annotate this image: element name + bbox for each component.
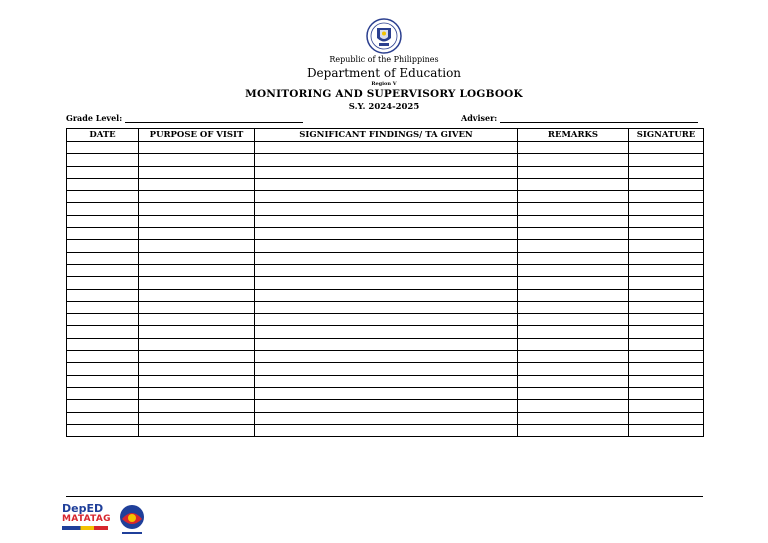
findings-cell[interactable]: [255, 252, 518, 264]
remarks-cell[interactable]: [518, 338, 629, 350]
date-cell[interactable]: [67, 351, 139, 363]
findings-cell[interactable]: [255, 314, 518, 326]
date-cell[interactable]: [67, 387, 139, 399]
republic-text: Republic of the Philippines: [329, 55, 439, 64]
date-cell[interactable]: [67, 326, 139, 338]
date-cell[interactable]: [67, 166, 139, 178]
date-cell[interactable]: [67, 400, 139, 412]
remarks-cell[interactable]: [518, 252, 629, 264]
findings-cell[interactable]: [255, 375, 518, 387]
remarks-cell[interactable]: [518, 375, 629, 387]
remarks-cell[interactable]: [518, 412, 629, 424]
date-cell[interactable]: [67, 264, 139, 276]
purpose-cell[interactable]: [139, 387, 255, 399]
table-row: [67, 387, 704, 399]
signature-cell[interactable]: [629, 387, 704, 399]
purpose-cell[interactable]: [139, 301, 255, 313]
matatag-logo-text: MATATAG: [62, 514, 111, 524]
findings-cell[interactable]: [255, 351, 518, 363]
signature-cell[interactable]: [629, 203, 704, 215]
findings-cell[interactable]: [255, 289, 518, 301]
date-cell[interactable]: [67, 314, 139, 326]
findings-cell[interactable]: [255, 228, 518, 240]
signature-cell[interactable]: [629, 363, 704, 375]
table-row: [67, 375, 704, 387]
remarks-cell[interactable]: [518, 301, 629, 313]
col-header-signature: SIGNATURE: [629, 129, 704, 142]
signature-cell[interactable]: [629, 215, 704, 227]
purpose-cell[interactable]: [139, 264, 255, 276]
remarks-cell[interactable]: [518, 363, 629, 375]
signature-cell[interactable]: [629, 277, 704, 289]
date-cell[interactable]: [67, 191, 139, 203]
purpose-cell[interactable]: [139, 375, 255, 387]
remarks-cell[interactable]: [518, 166, 629, 178]
logo-color-bar: [62, 526, 108, 530]
table-row: [67, 301, 704, 313]
adviser-field[interactable]: [461, 113, 698, 123]
date-cell[interactable]: [67, 363, 139, 375]
findings-cell[interactable]: [255, 338, 518, 350]
remarks-cell[interactable]: [518, 387, 629, 399]
date-cell[interactable]: [67, 240, 139, 252]
signature-cell[interactable]: [629, 289, 704, 301]
findings-cell[interactable]: [255, 191, 518, 203]
findings-cell[interactable]: [255, 387, 518, 399]
bagong-pilipinas-logo-icon: [116, 503, 148, 537]
findings-cell[interactable]: [255, 142, 518, 154]
findings-cell[interactable]: [255, 277, 518, 289]
purpose-cell[interactable]: [139, 363, 255, 375]
signature-cell[interactable]: [629, 301, 704, 313]
remarks-cell[interactable]: [518, 240, 629, 252]
remarks-cell[interactable]: [518, 351, 629, 363]
date-cell[interactable]: [67, 203, 139, 215]
col-header-date: DATE: [67, 129, 139, 142]
purpose-cell[interactable]: [139, 326, 255, 338]
findings-cell[interactable]: [255, 326, 518, 338]
table-row: [67, 228, 704, 240]
adviser-blank[interactable]: [500, 114, 698, 123]
adviser-label: Adviser:: [461, 113, 498, 123]
signature-cell[interactable]: [629, 424, 704, 436]
date-cell[interactable]: [67, 215, 139, 227]
department-text: Department of Education: [306, 66, 462, 80]
purpose-cell[interactable]: [139, 191, 255, 203]
signature-cell[interactable]: [629, 142, 704, 154]
signature-cell[interactable]: [629, 191, 704, 203]
signature-cell[interactable]: [629, 375, 704, 387]
findings-cell[interactable]: [255, 400, 518, 412]
grade-level-blank[interactable]: [125, 114, 303, 123]
deped-matatag-logo: [62, 503, 112, 539]
table-row: [67, 326, 704, 338]
table-row: [67, 424, 704, 436]
findings-cell[interactable]: [255, 363, 518, 375]
findings-cell[interactable]: [255, 424, 518, 436]
signature-cell[interactable]: [629, 351, 704, 363]
findings-cell[interactable]: [255, 203, 518, 215]
findings-cell[interactable]: [255, 166, 518, 178]
table-row: [67, 314, 704, 326]
table-row: [67, 363, 704, 375]
date-cell[interactable]: [67, 424, 139, 436]
purpose-cell[interactable]: [139, 424, 255, 436]
purpose-cell[interactable]: [139, 228, 255, 240]
purpose-cell[interactable]: [139, 215, 255, 227]
table-row: [67, 142, 704, 154]
table-row: [67, 215, 704, 227]
date-cell[interactable]: [67, 277, 139, 289]
logbook-table: [66, 128, 704, 437]
purpose-cell[interactable]: [139, 277, 255, 289]
remarks-cell[interactable]: [518, 203, 629, 215]
date-cell[interactable]: [67, 375, 139, 387]
col-header-remarks: REMARKS: [518, 129, 629, 142]
table-row: [67, 178, 704, 190]
remarks-cell[interactable]: [518, 400, 629, 412]
signature-cell[interactable]: [629, 412, 704, 424]
remarks-cell[interactable]: [518, 215, 629, 227]
findings-cell[interactable]: [255, 178, 518, 190]
signature-cell[interactable]: [629, 264, 704, 276]
region-text: Region V: [371, 81, 397, 87]
remarks-cell[interactable]: [518, 289, 629, 301]
table-row: [67, 289, 704, 301]
table-row: [67, 351, 704, 363]
school-year-text: S.Y. 2024-2025: [348, 102, 420, 112]
remarks-cell[interactable]: [518, 424, 629, 436]
date-cell[interactable]: [67, 142, 139, 154]
signature-cell[interactable]: [629, 252, 704, 264]
date-cell[interactable]: [67, 228, 139, 240]
purpose-cell[interactable]: [139, 289, 255, 301]
table-row: [67, 252, 704, 264]
findings-cell[interactable]: [255, 412, 518, 424]
table-row: [67, 166, 704, 178]
signature-cell[interactable]: [629, 178, 704, 190]
purpose-cell[interactable]: [139, 178, 255, 190]
purpose-cell[interactable]: [139, 351, 255, 363]
signature-cell[interactable]: [629, 240, 704, 252]
date-cell[interactable]: [67, 338, 139, 350]
table-row: [67, 277, 704, 289]
signature-cell[interactable]: [629, 154, 704, 166]
purpose-cell[interactable]: [139, 252, 255, 264]
findings-cell[interactable]: [255, 264, 518, 276]
table-row: [67, 203, 704, 215]
table-header-row: [67, 129, 704, 142]
purpose-cell[interactable]: [139, 314, 255, 326]
table-row: [67, 264, 704, 276]
purpose-cell[interactable]: [139, 203, 255, 215]
date-cell[interactable]: [67, 178, 139, 190]
date-cell[interactable]: [67, 154, 139, 166]
findings-cell[interactable]: [255, 301, 518, 313]
signature-cell[interactable]: [629, 338, 704, 350]
table-row: [67, 400, 704, 412]
remarks-cell[interactable]: [518, 277, 629, 289]
remarks-cell[interactable]: [518, 228, 629, 240]
deped-logo-text: DepED: [62, 502, 104, 515]
date-cell[interactable]: [67, 252, 139, 264]
date-cell[interactable]: [67, 412, 139, 424]
table-body: [67, 142, 704, 437]
grade-level-label: Grade Level:: [66, 113, 123, 123]
table-row: [67, 240, 704, 252]
date-cell[interactable]: [67, 301, 139, 313]
purpose-cell[interactable]: [139, 412, 255, 424]
findings-cell[interactable]: [255, 215, 518, 227]
findings-cell[interactable]: [255, 154, 518, 166]
purpose-cell[interactable]: [139, 240, 255, 252]
footer-divider: [66, 496, 703, 497]
signature-cell[interactable]: [629, 228, 704, 240]
col-header-purpose: PURPOSE OF VISIT: [139, 129, 255, 142]
grade-level-field[interactable]: [66, 113, 303, 123]
table-row: [67, 412, 704, 424]
table-row: [67, 154, 704, 166]
purpose-cell[interactable]: [139, 154, 255, 166]
table-row: [67, 191, 704, 203]
col-header-findings: SIGNIFICANT FINDINGS/ TA GIVEN: [255, 129, 518, 142]
remarks-cell[interactable]: [518, 264, 629, 276]
purpose-cell[interactable]: [139, 400, 255, 412]
remarks-cell[interactable]: [518, 314, 629, 326]
purpose-cell[interactable]: [139, 338, 255, 350]
purpose-cell[interactable]: [139, 166, 255, 178]
findings-cell[interactable]: [255, 240, 518, 252]
logbook-title: MONITORING AND SUPERVISORY LOGBOOK: [245, 88, 523, 100]
deped-seal-icon: [366, 18, 402, 54]
signature-cell[interactable]: [629, 314, 704, 326]
remarks-cell[interactable]: [518, 154, 629, 166]
remarks-cell[interactable]: [518, 142, 629, 154]
remarks-cell[interactable]: [518, 191, 629, 203]
signature-cell[interactable]: [629, 400, 704, 412]
signature-cell[interactable]: [629, 326, 704, 338]
date-cell[interactable]: [67, 289, 139, 301]
signature-cell[interactable]: [629, 166, 704, 178]
table-row: [67, 338, 704, 350]
purpose-cell[interactable]: [139, 142, 255, 154]
remarks-cell[interactable]: [518, 178, 629, 190]
remarks-cell[interactable]: [518, 326, 629, 338]
